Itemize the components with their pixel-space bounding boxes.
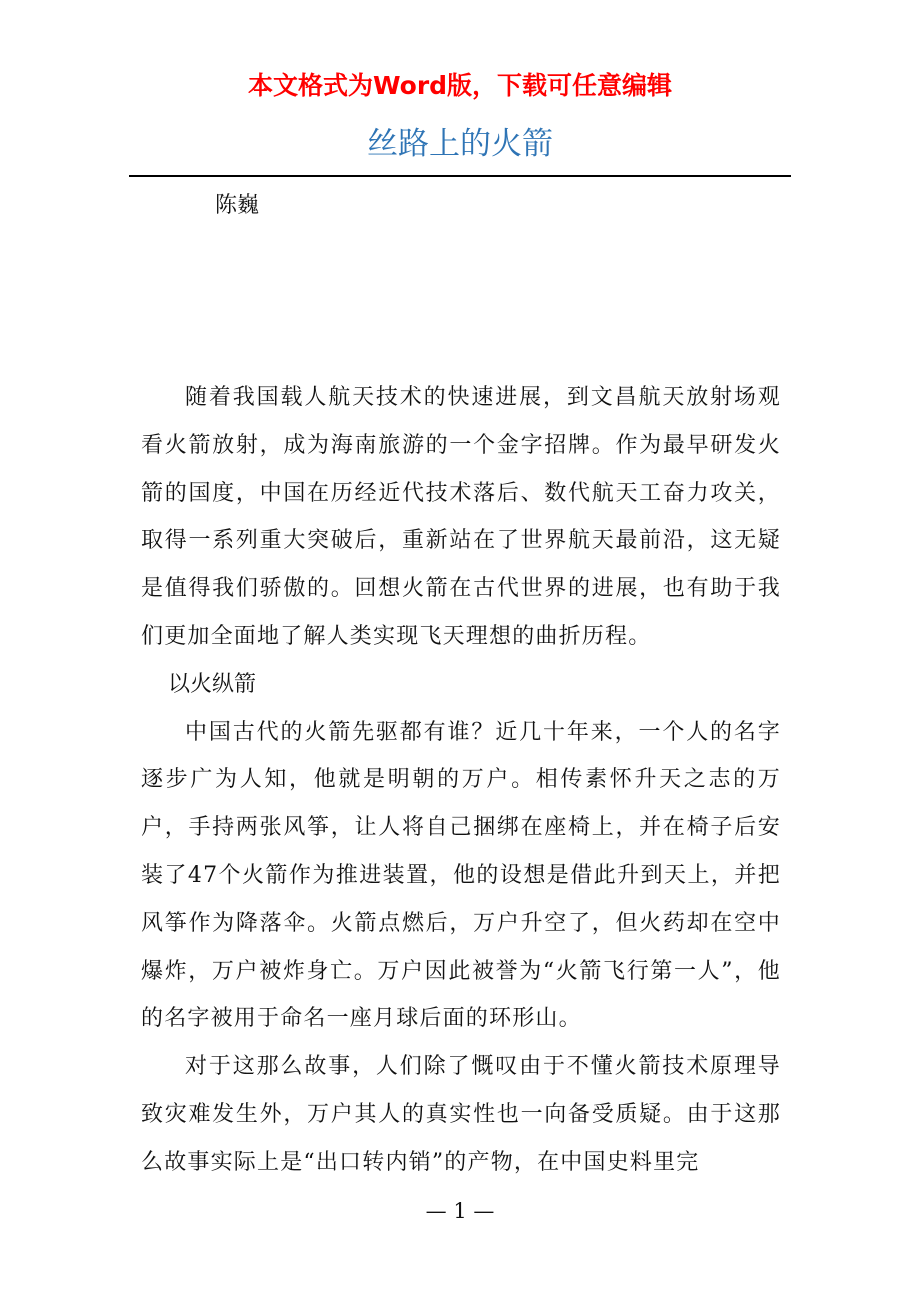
paragraph-intro: 随着我国载人航天技术的快速进展，到文昌航天放射场观看火箭放射，成为海南旅游的一个金字招牌。作为最早研发火箭的国度，中国在历经近代技术落后、数代航天工奋力攻关，取得一系列重大突破后，重新站在了世界航天最前沿，这无疑是值得我们骄傲的。回想火箭在古代世界的进展，也有助于我们更加全面地了解人类实现飞天理想的曲折历程。 bbox=[141, 385, 781, 649]
article-body bbox=[141, 374, 781, 1187]
paragraph-wanhu-story: 中国古代的火箭先驱都有谁？近几十年来，一个人的名字逐步广为人知，他就是明朝的万户。相传素怀升天之志的万户，手持两张风筝，让人将自己捆绑在座椅上，并在椅子后安装了47个火箭作为推进装置，他的设想是借此升到天上，并把风筝作为降落伞。火箭点燃后，万户升空了，但火药却在空中爆炸，万户被炸身亡。万户因此被誉为“火箭飞行第一人”，他的名字被用于命名一座月球后面的环形山。 bbox=[141, 719, 781, 1032]
article-title: 丝路上的火箭 bbox=[367, 126, 553, 162]
section-heading: 以火纵箭 bbox=[168, 671, 257, 697]
title-divider bbox=[129, 175, 791, 177]
author-name: 陈巍 bbox=[215, 193, 260, 218]
paragraph-authenticity: 对于这那么故事，人们除了慨叹由于不懂火箭技术原理导致灾难发生外，万户其人的真实性也一向备受质疑。由于这那么故事实际上是“出口转内销”的产物，在中国史料里完 bbox=[141, 1054, 781, 1175]
format-notice-banner: 本文格式为Word版，下载可任意编辑 bbox=[247, 71, 673, 100]
page-number: — 1 — bbox=[425, 1199, 495, 1223]
